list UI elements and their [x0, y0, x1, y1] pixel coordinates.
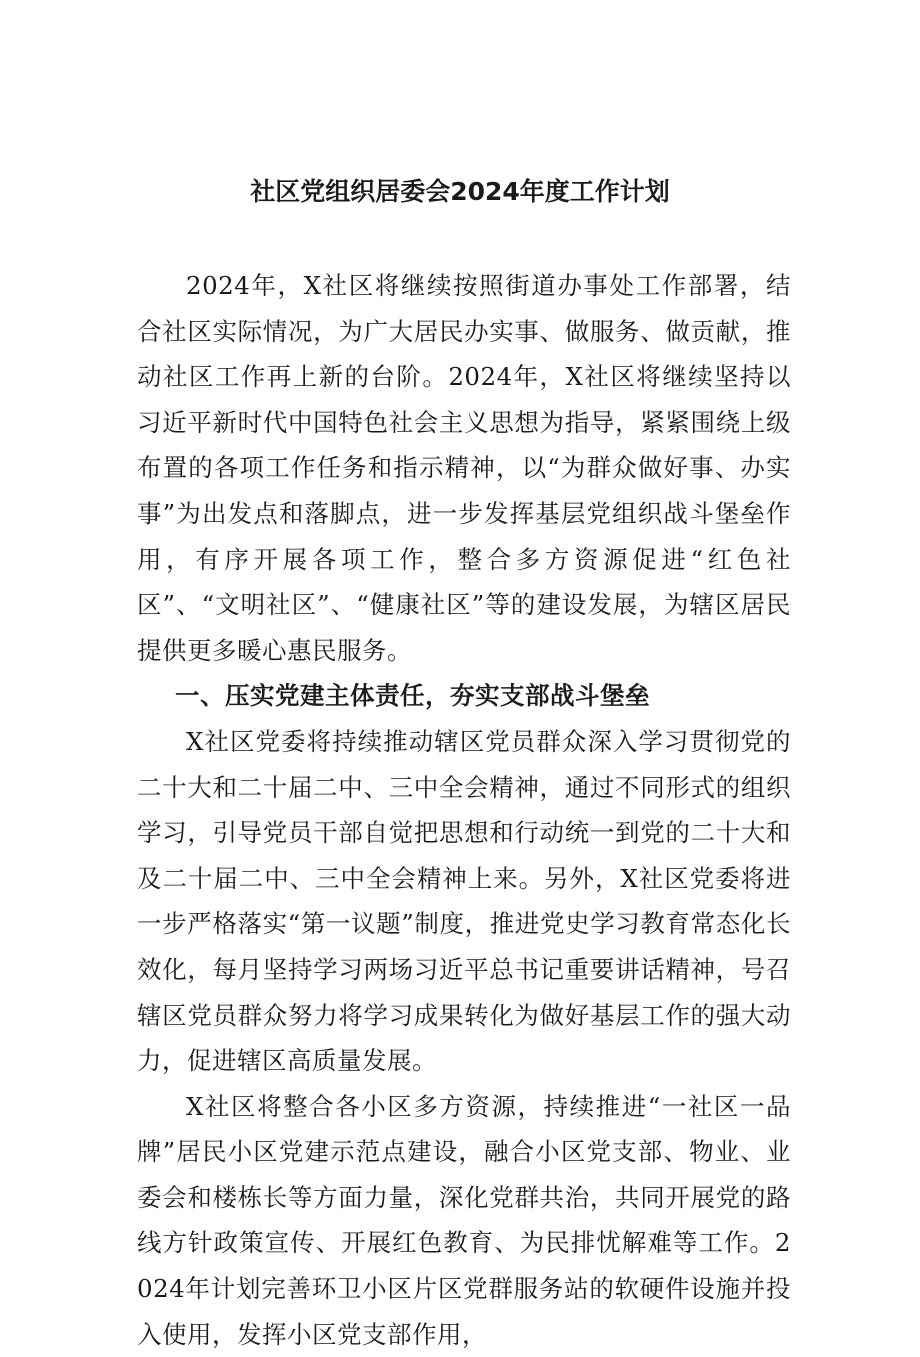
section-1-paragraph-2: X社区将整合各小区多方资源，持续推进“一社区一品牌”居民小区党建示范点建设，融合小区党支部、物业、业委会和楼栋长等方面力量，深化党群共治，共同开展党的路线方针政策宣传、开展红色教育、为民排忧解难等工作。2024年计划完善环卫小区片区党群服务站的软硬件设施并投入使用，发挥小区党支部作用，: [137, 1091, 791, 1349]
section-1-paragraph-1: X社区党委将持续推动辖区党员群众深入学习贯彻党的二十大和二十届二中、三中全会精神，通过不同形式的组织学习，引导党员干部自觉把思想和行动统一到党的二十大和及二十届二中、三中全会精神上来。另外，X社区党委将进一步严格落实“第一议题”制度，推进党史学习教育常态化长效化，每月坚持学习两场习近平总书记重要讲话精神，号召辖区党员群众努力将学习成果转化为做好基层工作的强大动力，促进辖区高质量发展。: [137, 726, 791, 1076]
document-title: 社区党组织居委会2024年度工作计划: [250, 177, 670, 206]
intro-paragraph: 2024年，X社区将继续按照街道办事处工作部署，结合社区实际情况，为广大居民办实事、做服务、做贡献，推动社区工作再上新的台阶。2024年，X社区将继续坚持以习近平新时代中国特色社会主义思想为指导，紧紧围绕上级布置的各项工作任务和指示精神，以“为群众做好事、办实事”为出发点和落脚点，进一步发挥基层党组织战斗堡垒作用，有序开展各项工作，整合多方资源促进“红色社区”、“文明社区”、“健康社区”等的建设发展，为辖区居民提供更多暖心惠民服务。: [137, 271, 791, 665]
section-heading-1: 一、压实党建主体责任，夯实支部战斗堡垒: [175, 681, 650, 711]
document-body: [137, 263, 791, 1357]
